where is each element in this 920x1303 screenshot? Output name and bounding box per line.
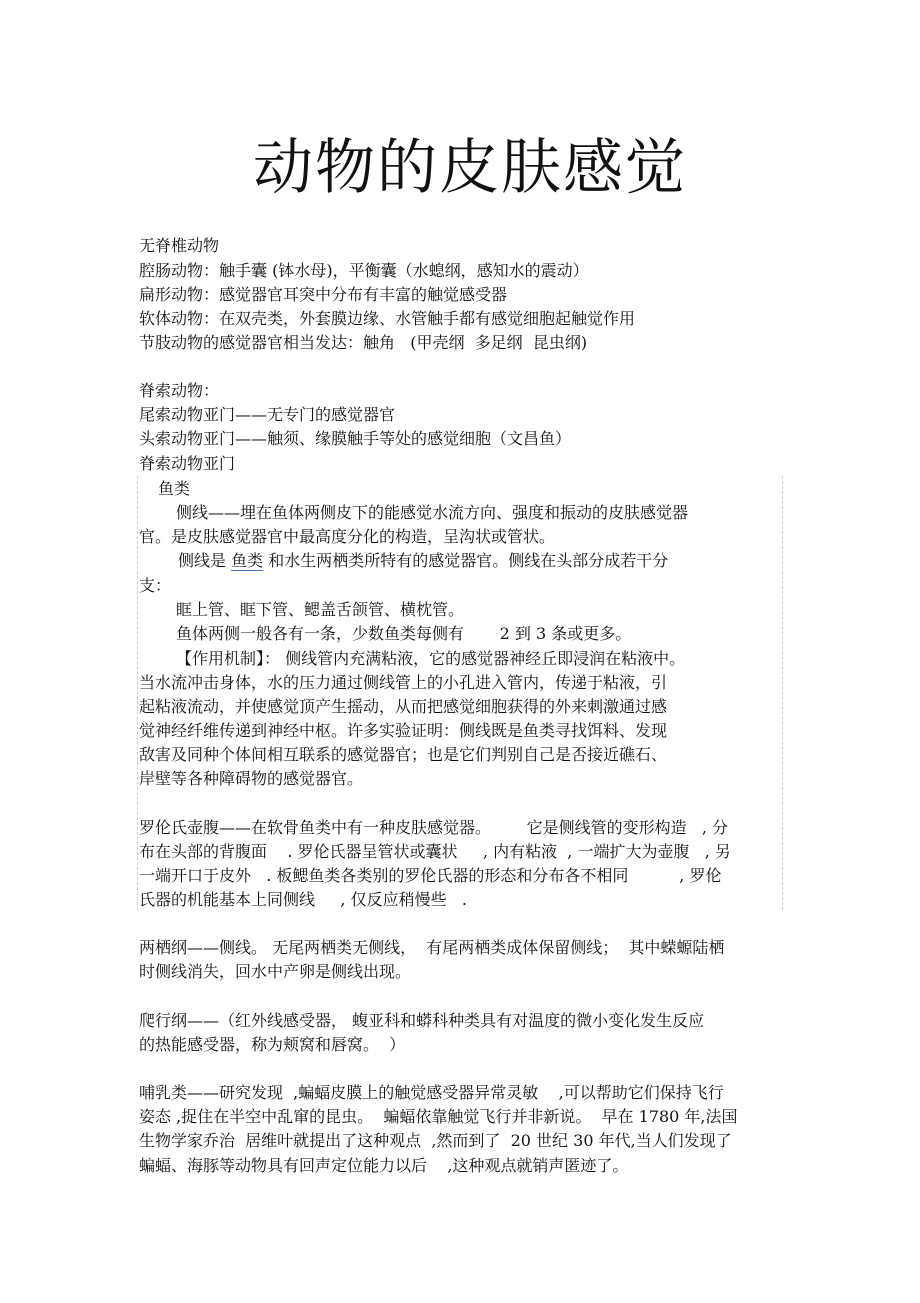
amphibian-line: 时侧线消失，回水中产卵是侧线出现。 <box>139 962 412 981</box>
lorenzini-line: 布在头部的背腹面 . 罗伦氏器呈管状或囊状 , 内有粘液 , 一端扩大为壶腹 , 另 <box>139 842 731 861</box>
amphibian-line: 两栖纲——侧线。 无尾两栖类无侧线， 有尾两栖类成体保留侧线； 其中蝾螈陆栖 <box>139 938 725 957</box>
invertebrate-line: 腔肠动物：触手囊 (钵水母)，平衡囊（水螅纲，感知水的震动） <box>139 261 589 280</box>
section-border-right <box>782 476 783 910</box>
mechanism-line: 觉神经纤维传递到神经中枢。许多实验证明：侧线既是鱼类寻找饵料、发现 <box>139 721 668 740</box>
fish-paragraph-line: 支： <box>139 576 172 595</box>
page-title: 动物的皮肤感觉 <box>253 133 687 203</box>
lorenzini-line: 一端开口于皮外 . 板鳃鱼类各类别的罗伦氏器的形态和分布各不相同 , 罗伦 <box>139 866 722 885</box>
invertebrate-line: 扁形动物：感觉器官耳突中分布有丰富的触觉感受器 <box>139 285 508 304</box>
text-span: 和水生两栖类所特有的感觉器官。侧线在头部分成若干分 <box>263 551 669 570</box>
mammal-line: 哺乳类——研究发现 ,蝙蝠皮膜上的触觉感受器异常灵敏 ,可以帮助它们保持飞行 <box>139 1083 724 1102</box>
invertebrate-line: 软体动物：在双壳类，外套膜边缘、水管触手都有感觉细胞起触觉作用 <box>139 309 636 328</box>
fish-heading: 鱼类 <box>158 479 191 498</box>
fish-paragraph-line: 侧线——埋在鱼体两侧皮下的能感觉水流方向、强度和振动的皮肤感觉器 <box>176 503 689 522</box>
lorenzini-line: 氏器的机能基本上同侧线 , 仅反应稍慢些 . <box>139 890 467 909</box>
reptile-line: 爬行纲——（红外线感受器， 蝮亚科和蟒科种类具有对温度的微小变化发生反应 <box>139 1011 705 1030</box>
invertebrates-heading: 无脊椎动物 <box>139 236 220 255</box>
chordates-heading: 脊索动物： <box>139 381 220 400</box>
fish-count: 鱼体两侧一般各有一条，少数鱼类每侧有 2 到 3 条或更多。 <box>176 624 632 643</box>
mammal-line: 姿态 ,捉住在半空中乱窜的昆虫。 蝙蝠依靠触觉飞行并非新说。 早在 1780 年,法国 <box>139 1107 738 1126</box>
mechanism-line: 敌害及同种个体间相互联系的感觉器官；也是它们判别自己是否接近礁石、 <box>139 745 668 764</box>
chordate-line: 脊索动物亚门 <box>139 454 236 473</box>
mechanism-line: 当水流冲击身体，水的压力通过侧线管上的小孔进入管内，传递于粘液，引 <box>139 673 668 692</box>
mammal-line: 生物学家乔治 居维叶就提出了这种观点 ,然而到了 20 世纪 30 年代,当人们发现了 <box>139 1131 732 1150</box>
section-border-left <box>137 476 138 910</box>
fish-link[interactable]: 鱼类 <box>231 551 264 570</box>
mechanism-line: 起粘液流动，并使感觉顶产生摇动，从而把感觉细胞获得的外来刺激通过感 <box>139 697 668 716</box>
text-span: 侧线是 <box>178 551 232 570</box>
mechanism-line: 岸壁等各种障碍物的感觉器官。 <box>139 769 364 788</box>
invertebrate-line: 节肢动物的感觉器官相当发达：触角 (甲壳纲 多足纲 昆虫纲) <box>139 333 588 352</box>
lorenzini-line: 罗伦氏壶腹——在软骨鱼类中有一种皮肤感觉器。 它是侧线管的变形构造 , 分 <box>139 818 729 837</box>
fish-paragraph-line: 官。是皮肤感觉器官中最高度分化的构造，呈沟状或管状。 <box>139 527 556 546</box>
mechanism-line: 【作用机制】： 侧线管内充满粘液，它的感觉器神经丘即浸润在粘液中。 <box>176 649 686 668</box>
fish-canals: 眶上管、眶下管、鳃盖舌颌管、横枕管。 <box>176 600 465 619</box>
reptile-line: 的热能感受器，称为颊窝和唇窝。 ） <box>139 1035 406 1054</box>
chordate-line: 尾索动物亚门——无专门的感觉器官 <box>139 405 396 424</box>
fish-paragraph-line <box>178 551 668 571</box>
chordate-line: 头索动物亚门——触须、缘膜触手等处的感觉细胞（文昌鱼） <box>139 429 572 448</box>
mammal-line: 蝙蝠、海豚等动物具有回声定位能力以后 ,这种观点就销声匿迹了。 <box>139 1156 629 1175</box>
